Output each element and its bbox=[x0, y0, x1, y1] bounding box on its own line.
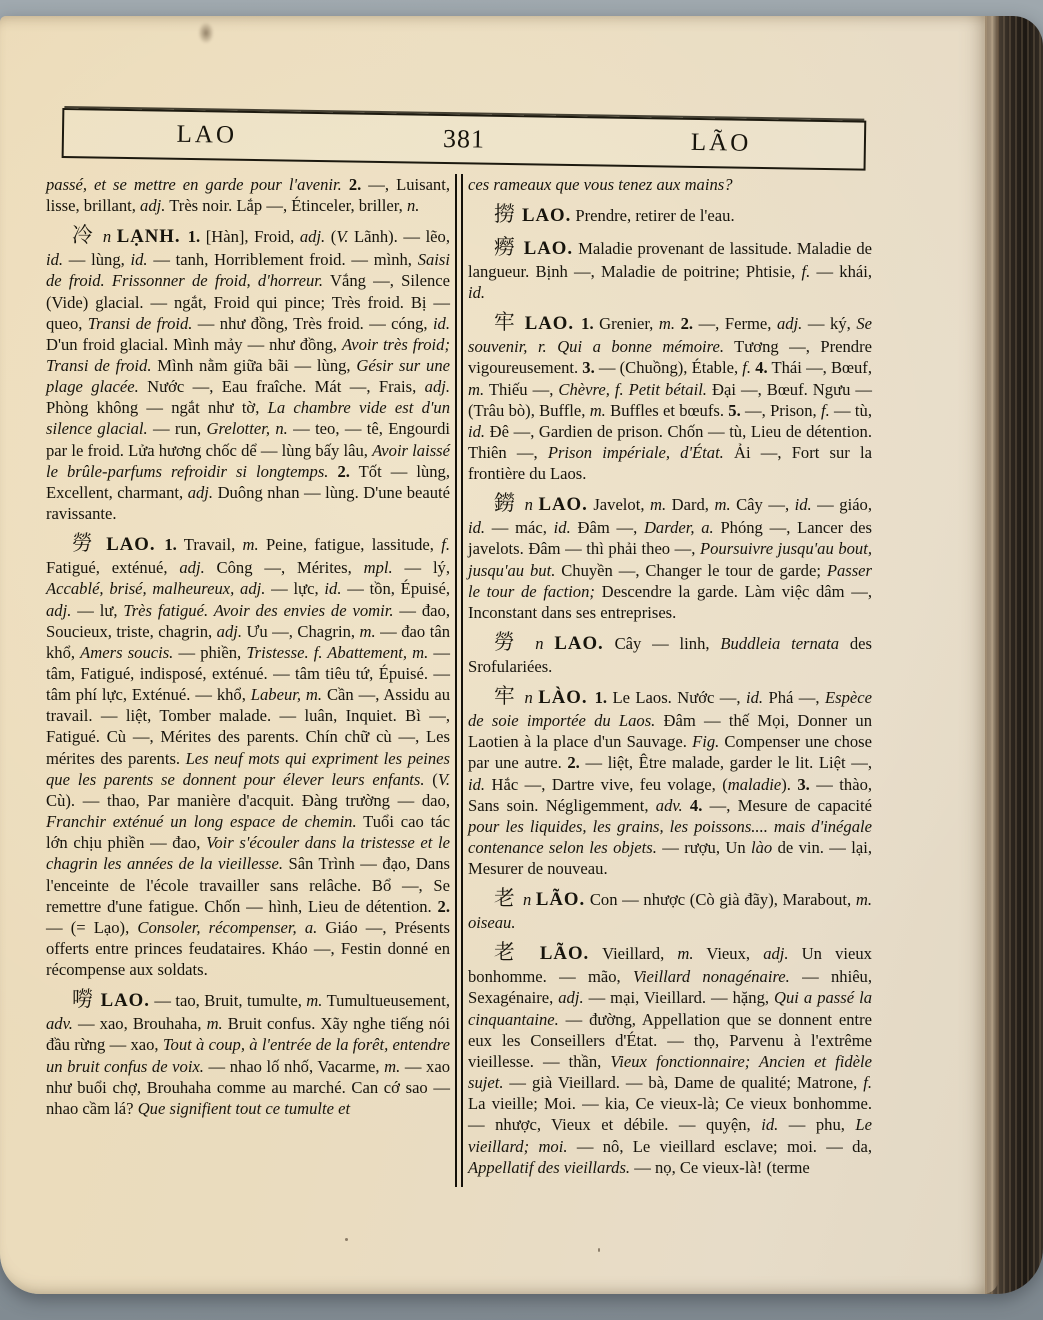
entry-paragraph: passé, et se mettre en garde pour l'avenir. 2. —, Luisant, lisse, brillant, adj. Très noir. Lắp —, Étinceler, briller, n. bbox=[46, 175, 450, 216]
column-divider-rule bbox=[455, 174, 463, 1187]
running-head-left: LAO bbox=[176, 120, 238, 149]
paper-speck bbox=[598, 1248, 600, 1252]
entry-paragraph: 癆 LAO. Maladie provenant de lassitude. Maladie de langueur. Bịnh —, Maladie de poitrine; Phtisie, f. — khái, id. bbox=[468, 237, 872, 303]
entry-paragraph: 老 n LÃO. Con — nhược (Cò già đãy), Marabout, m. oiseau. bbox=[468, 888, 872, 933]
book-page-block-edge bbox=[985, 16, 1043, 1294]
running-head-right: LÃO bbox=[690, 128, 752, 157]
column-left bbox=[46, 174, 450, 1187]
book-page-photo bbox=[0, 16, 1043, 1294]
column-right bbox=[468, 174, 872, 1187]
page-edge-highlight bbox=[983, 16, 999, 1294]
entry-paragraph: 鐒 n LAO. Javelot, m. Dard, m. Cây —, id. — giáo, id. — mác, id. Đâm —, Darder, a. Phóng —, Lancer des javelots. Đâm — thì phải theo —, Poursuivre jusqu'au bout, jusqu'au but. Chuyền —, Changer le tour de garde; Passer le tour de faction; Descendre la garde. Làm việc dâm —, Inconstant dans ses entreprises. bbox=[468, 493, 872, 622]
paper-sheet bbox=[0, 16, 987, 1294]
page-number: 381 bbox=[442, 123, 486, 154]
running-head-box bbox=[62, 108, 867, 171]
entry-paragraph: 嘮 LAO. — tao, Bruit, tumulte, m. Tumultueusement, adv. — xao, Brouhaha, m. Bruit confus. Xãy nghe tiếng nói đầu rừng — xao, Tout à coup, à l'entrée de la forêt, entendre un bruit confus de voix. — nhao lố nhố, Vacarme, m. — xao như buổi chợ, Brouhaha comme au marché. Can cớ sao — nhao cầm lá? Que signifient tout ce tumulte et bbox=[46, 989, 450, 1118]
entry-paragraph: ces rameaux que vous tenez aux mains? bbox=[468, 175, 733, 194]
entry-paragraph: 勞 n LAO. Cây — linh, Buddleia ternata des Srofulariées. bbox=[468, 632, 872, 676]
entry-paragraph: 勞 LAO. 1. Travail, m. Peine, fatigue, lassitude, f. Fatigué, exténué, adj. Công —, Mérites, mpl. — lý, Accablé, brisé, malheureux, adj. — lực, id. — tồn, Épuisé, adj. — lư, Très fatigué. Avoir des envies de vomir. — đao, Soucieux, triste, chagrin, adj. Ưu —, Chagrin, m. — đao tân khổ, Amers soucis. — phiền, Tristesse. f. Abattement, m. — tâm, Fatigué, indisposé, exténué. — tâm tiêu tứ, Épuisé. — tâm phí lực, Exténué. — khổ, Labeur, m. Cần —, Assidu au travail. — liệt, Tomber malade. — luân, Inquiet. Bì —, Fatigué. Cù —, Mérites des parents. Chín chữ cù —, Les mérites des parents. Les neuf mots qui expriment les peines que les parents se donnent pour élever leurs enfants. (V. Cù). — thao, Par manière d'acquit. Đàng trường — dao, Franchir exténué un long espace de chemin. Tuổi cao tác lớn chịu phiền — đao, Voir s'écouler dans la tristesse et le chagrin les années de la vieillesse. Sân Trình — đạo, Dans l'enceinte de l'école travailler sans relâche. Bổ —, Se remettre d'une fatigue. Chốn — hình, Lieu de détention. 2. — (= Lạo), Consoler, récompenser, a. Giáo —, Présents offerts entre princes feudataires. Kháo —, Festin donné en récompense aux soldats. bbox=[46, 533, 451, 980]
paper-speck bbox=[345, 1238, 348, 1241]
entry-paragraph: 撈 LAO. Prendre, retirer de l'eau. bbox=[494, 204, 735, 227]
entry-paragraph: 牢 n LÀO. 1. Le Laos. Nước —, id. Phá —, Espèce de soie importée du Laos. Đâm — thế Mọi, Donner un Laotien à la place d'un Sauvage. Fig. Compenser une chose par une autre. 2. — liệt, Être malade, garder le lit. Liệt —, id. Hắc —, Dartre vive, feu volage, (maladie). 3. — thào, Sans soin. Négligemment, adv. 4. —, Mesure de capacité pour les liquides, les grains, les poissons.... mais d'inégale contenance selon les objets. — rượu, Un lào de vin. — lại, Mesurer de nouveau. bbox=[468, 686, 873, 879]
entry-paragraph: 牢 LAO. 1. Grenier, m. 2. —, Ferme, adj. — ký, Se souvenir, r. Qui a bonne mémoire. Tương —, Prendre vigoureusement. 3. — (Chuồng), Étable, f. 4. Thái —, Bœuf, m. Thiếu —, Chèvre, f. Petit bétail. Đại —, Bœuf. Ngưu — (Trâu bò), Buffle, m. Buffles et bœufs. 5. —, Prison, f. — tù, id. Đê —, Gardien de prison. Chốn — tù, Lieu de détention. Thiên —, Prison impériale, d'État. Ải —, Fort sur la frontière du Laos. bbox=[468, 312, 873, 484]
ink-smudge-spot bbox=[198, 22, 214, 44]
text-columns bbox=[46, 174, 880, 1187]
entry-paragraph: 冷 n LẠNH. 1. [Hàn], Froid, adj. (V. Lãnh). — lẽo, id. — lùng, id. — tanh, Horriblement froid. — mình, Saisi de froid. Frissonner de froid, d'horreur. Vắng —, Silence (Vide) glacial. — ngắt, Froid qui pince; Très froid. Bị — queo, Transi de froid. — như đồng, Très froid. — cóng, id. D'un froid glacial. Mình mảy — như đồng, Avoir très froid; Transi de froid. Mình nằm giữa bãi — lùng, Gésir sur une plage glacée. Nước —, Eau fraîche. Mát —, Frais, adj. Phòng không — ngắt như tờ, La chambre vide est d'un silence glacial. — run, Grelotter, n. — teo, — tê, Engourdi par le froid. Lửa hương chốc dể — lùng bấy lâu, Avoir laissé le brûle-parfums refroidir si longtemps. 2. Tốt — lùng, Excellent, charmant, adj. Duông nhan — lùng. D'une beauté ravissante. bbox=[46, 225, 451, 524]
entry-paragraph: 老 LÃO. Vieillard, m. Vieux, adj. Un vieux bonhomme. — mão, Vieillard nonagénaire. — nhiêu, Sexagénaire, adj. — mại, Vieillard. — hặng, Qui a passé la cinquantaine. — đường, Appellation que se donnent entre eux les Conseillers d'État. — thọ, Parvenu à l'extrême vieillesse. — thần, Vieux fonctionnaire; Ancien et fidèle sujet. — già Vieillard. — bà, Dame de qualité; Matrone, f. La vieille; Moi. — kia, Ce vieux-là; Ce vieux bonhomme. — nhược, Vieux et débile. — quyện, id. — phu, Le vieillard; moi. — nô, Le vieillard esclave; moi. — da, Appellatif des vieillards. — nọ, Ce vieux-là! (terme bbox=[468, 942, 873, 1177]
